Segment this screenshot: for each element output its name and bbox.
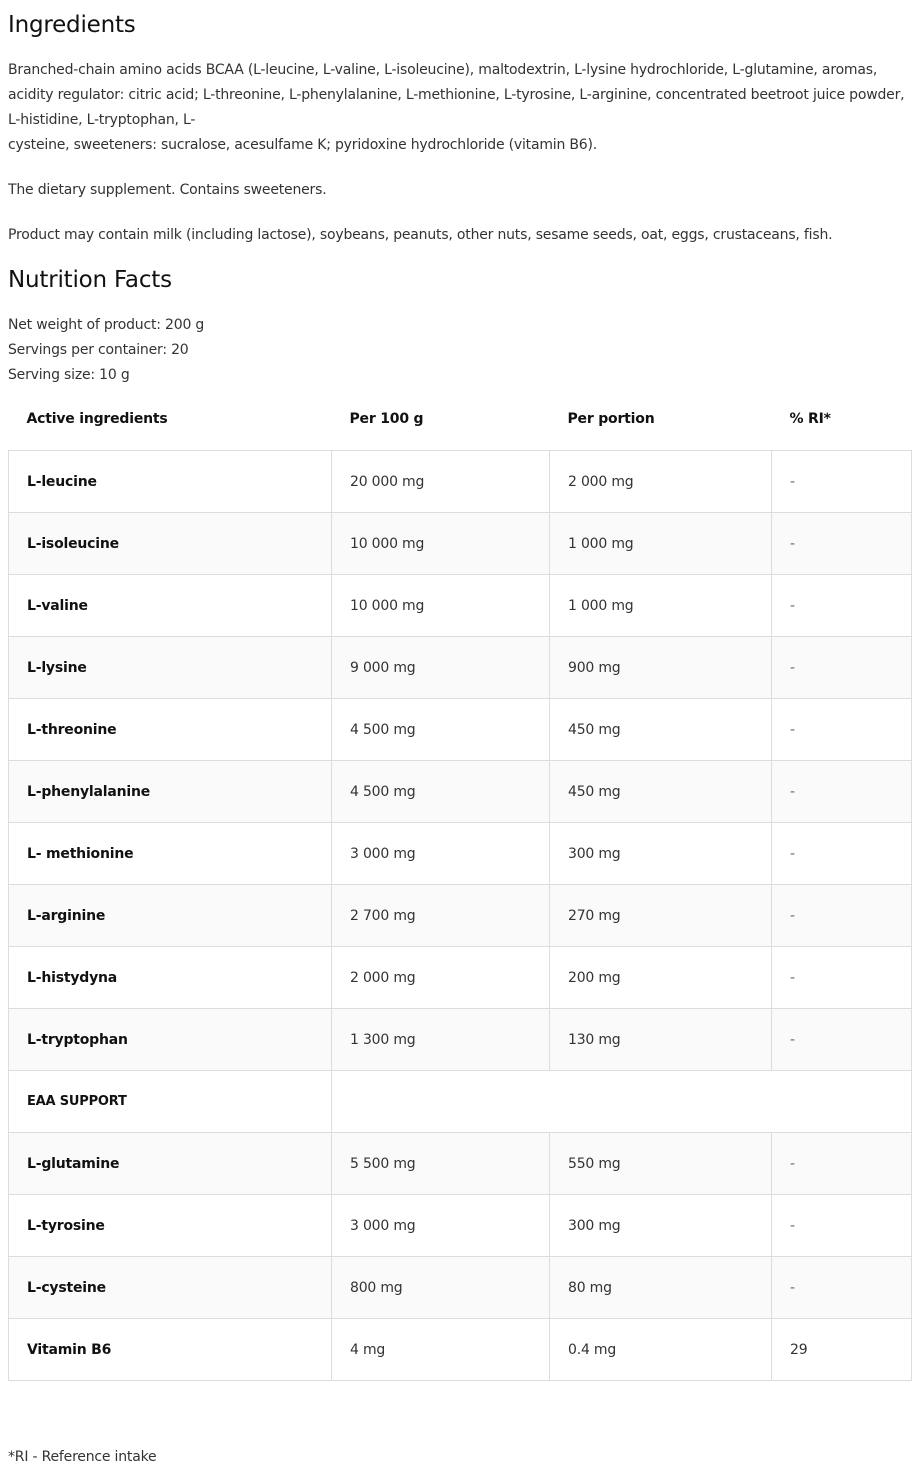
per-100g-value: 800 mg [332, 1257, 550, 1319]
serving-size: Serving size: 10 g [8, 367, 130, 383]
ri-value: - [772, 947, 912, 1009]
ri-value: 29 [772, 1319, 912, 1381]
table-row [9, 1133, 912, 1195]
dietary-note: The dietary supplement. Contains sweeteners. [8, 182, 327, 198]
ri-value: - [772, 637, 912, 699]
servings-per-container: Servings per container: 20 [8, 342, 189, 358]
ingredient-name: L- methionine [9, 823, 332, 885]
per-portion-value: 300 mg [550, 823, 772, 885]
per-100g-value: 10 000 mg [332, 575, 550, 637]
per-portion-value: 130 mg [550, 1009, 772, 1071]
table-row [9, 1195, 912, 1257]
table-row [9, 513, 912, 575]
table-header-row [9, 388, 912, 451]
ri-value: - [772, 1133, 912, 1195]
ingredients-text [8, 58, 911, 158]
per-portion-value: 1 000 mg [550, 513, 772, 575]
ri-value: - [772, 1009, 912, 1071]
net-weight: Net weight of product: 200 g [8, 317, 205, 333]
per-100g-value: 4 mg [332, 1319, 550, 1381]
per-portion-value: 900 mg [550, 637, 772, 699]
ri-value: - [772, 885, 912, 947]
per-100g-value: 5 500 mg [332, 1133, 550, 1195]
nutrition-summary [8, 313, 204, 388]
table-row [9, 823, 912, 885]
per-portion-value: 0.4 mg [550, 1319, 772, 1381]
ingredient-name: L-threonine [9, 699, 332, 761]
ingredient-name: L-glutamine [9, 1133, 332, 1195]
table-row [9, 1009, 912, 1071]
section-empty-cell [332, 1071, 912, 1133]
column-header-per-portion: Per portion [567, 411, 655, 427]
table-row [9, 699, 912, 761]
ri-value: - [772, 575, 912, 637]
nutrition-heading: Nutrition Facts [8, 267, 172, 293]
per-portion-value: 2 000 mg [550, 451, 772, 513]
table-row [9, 451, 912, 513]
per-portion-value: 270 mg [550, 885, 772, 947]
section-label-eaa-support: EAA SUPPORT [9, 1071, 332, 1133]
column-header-active-ingredients: Active ingredients [26, 411, 168, 427]
table-row [9, 947, 912, 1009]
column-header-ri: % RI* [789, 411, 831, 427]
per-portion-value: 200 mg [550, 947, 772, 1009]
ingredients-text-line1: Branched-chain amino acids BCAA (L-leucine, L-valine, L-isoleucine), maltodextrin, L-lysine hydrochloride, L-glutamine, aromas, acidity regulator: citric acid; L-threonine, L-phenylalanine, L-methionine, L-tyrosine, L-arginine, concentrated beetroot juice powder, L-histidine, L-tryptophan, L- [8, 62, 905, 128]
per-portion-value: 1 000 mg [550, 575, 772, 637]
per-portion-value: 450 mg [550, 761, 772, 823]
ri-value: - [772, 761, 912, 823]
per-100g-value: 2 000 mg [332, 947, 550, 1009]
ingredient-name: L-isoleucine [9, 513, 332, 575]
ingredients-heading: Ingredients [8, 12, 136, 38]
ingredient-name: L-valine [9, 575, 332, 637]
ingredient-name: L-cysteine [9, 1257, 332, 1319]
nutrition-table [8, 388, 912, 1381]
table-row [9, 761, 912, 823]
ri-footnote: *RI - Reference intake [8, 1449, 157, 1465]
ingredient-name: L-phenylalanine [9, 761, 332, 823]
ingredient-name: L-tryptophan [9, 1009, 332, 1071]
ingredient-name: L-tyrosine [9, 1195, 332, 1257]
per-portion-value: 450 mg [550, 699, 772, 761]
ingredient-name: L-histydyna [9, 947, 332, 1009]
ri-value: - [772, 513, 912, 575]
per-portion-value: 550 mg [550, 1133, 772, 1195]
table-row [9, 1319, 912, 1381]
per-100g-value: 4 500 mg [332, 761, 550, 823]
table-row [9, 885, 912, 947]
table-row [9, 637, 912, 699]
per-100g-value: 3 000 mg [332, 1195, 550, 1257]
ri-value: - [772, 1257, 912, 1319]
per-100g-value: 1 300 mg [332, 1009, 550, 1071]
ingredient-name: L-lysine [9, 637, 332, 699]
ingredient-name: Vitamin B6 [9, 1319, 332, 1381]
ri-value: - [772, 699, 912, 761]
table-row [9, 575, 912, 637]
per-100g-value: 9 000 mg [332, 637, 550, 699]
ri-value: - [772, 451, 912, 513]
per-100g-value: 3 000 mg [332, 823, 550, 885]
per-100g-value: 20 000 mg [332, 451, 550, 513]
ri-value: - [772, 823, 912, 885]
ingredient-name: L-leucine [9, 451, 332, 513]
table-row [9, 1257, 912, 1319]
per-100g-value: 2 700 mg [332, 885, 550, 947]
ingredient-name: L-arginine [9, 885, 332, 947]
ingredients-text-line2: cysteine, sweeteners: sucralose, acesulfame K; pyridoxine hydrochloride (vitamin B6). [8, 137, 598, 153]
allergen-note: Product may contain milk (including lactose), soybeans, peanuts, other nuts, sesame seeds, oat, eggs, crustaceans, fish. [8, 227, 833, 243]
per-100g-value: 10 000 mg [332, 513, 550, 575]
per-portion-value: 300 mg [550, 1195, 772, 1257]
per-100g-value: 4 500 mg [332, 699, 550, 761]
column-header-per-100g: Per 100 g [349, 411, 424, 427]
ri-value: - [772, 1195, 912, 1257]
per-portion-value: 80 mg [550, 1257, 772, 1319]
table-section-row [9, 1071, 912, 1133]
